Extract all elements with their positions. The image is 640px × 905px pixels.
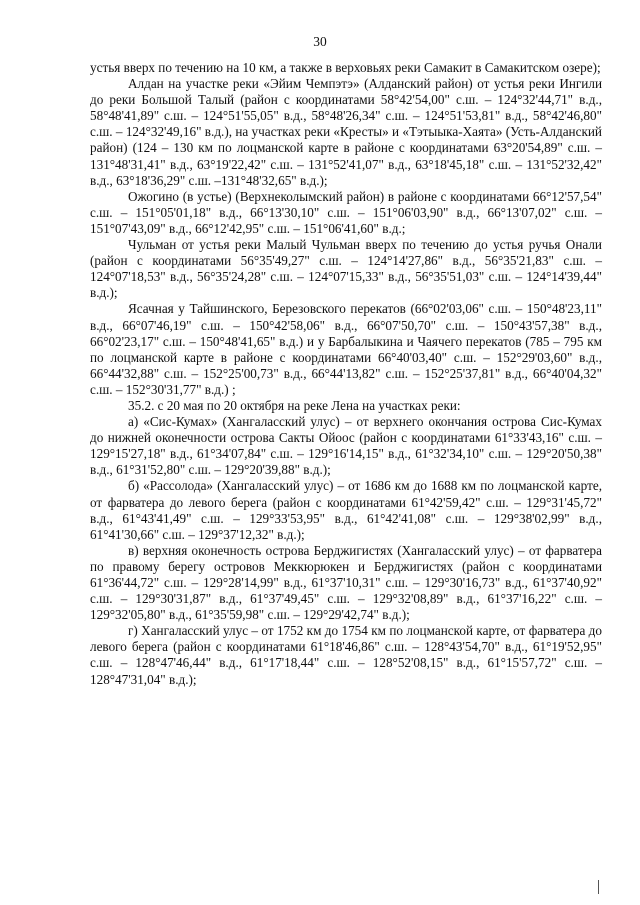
paragraph-item-g: г) Хангаласский улус – от 1752 км до 1754 км по лоцманской карте, от фарватера до левого берега (район с координатами 61°18'46,86" с.ш. – 128°43'54,70" в.д., 61°19'52,95" с.ш. – 128°47'46,44" в.д., 61°17'18,44" с.ш. – 128°52'08,15" в.д., 61°15'57,72" с.ш. – 128°47'31,04" в.д.); bbox=[90, 623, 602, 687]
paragraph-ozhogino: Ожогино (в устье) (Верхнеколымский район) в районе с координатами 66°12'57,54" с.ш. – 151°05'01,18" в.д., 66°13'30,10" с.ш. – 151°06'03,90" в.д., 66°13'07,02" с.ш. – 151°07'43,09" в.д., 66°12'42,95" с.ш. – 151°06'41,60" в.д.; bbox=[90, 188, 602, 236]
page-number: 30 bbox=[313, 34, 327, 49]
scan-mark bbox=[598, 880, 599, 894]
paragraph-item-a: а) «Сис-Кумах» (Хангаласский улус) – от верхнего окончания острова Сис-Кумах до нижней оконечности острова Сакты Ойоос (район с координатами 61°33'43,16" с.ш. – 129°15'27,18" в.д., 61°34'07,84" с.ш. – 129°16'14,15" в.д., 61°32'34,10" с.ш. – 129°20'50,38" в.д., 61°31'52,80" с.ш. – 129°20'39,88" в.д.); bbox=[90, 414, 602, 478]
paragraph-section-35-2: 35.2. с 20 мая по 20 октября на реке Лена на участках реки: bbox=[128, 397, 461, 413]
paragraph-aldan: Алдан на участке реки «Эйим Чемпэтэ» (Алданский район) от устья реки Ингили до реки Большой Талый (район с координатами 58°42'54,00" с.ш. – 124°32'44,71" в.д., 58°48'41,89" с.ш. – 124°51'55,05" в.д., 58°48'26,34" с.ш. – 124°51'53,81" в.д., 58°42'46,80" с.ш. – 124°32'49,16" в.д.), на участках реки «Кресты» и «Тэтыыка-Хаята» (Усть-Алданский район) (124 – 130 км по лоцманской карте в районе с координатами 63°20'54,89" с.ш. – 131°48'31,41" в.д., 63°19'22,42" с.ш. – 131°52'41,07" в.д., 63°18'45,18" с.ш. – 131°52'32,42" в.д., 63°18'36,29" с.ш. –131°48'32,65" в.д.); bbox=[90, 76, 602, 188]
paragraph-samakit-continuation: устья вверх по течению на 10 км, а также в верховьях реки Самакит в Самакитском озере); bbox=[90, 60, 601, 75]
document-body bbox=[90, 60, 602, 688]
paragraph-item-b: б) «Рассолода» (Хангаласский улус) – от 1686 км до 1688 км по лоцманской карте, от фарватера до левого берега (район с координатами 61°42'59,42" с.ш. – 129°31'45,72" в.д., 61°43'41,49" с.ш. – 129°33'53,95" в.д., 61°42'41,08" с.ш. – 129°38'02,99" в.д., 61°41'30,66" с.ш. – 129°37'12,32" в.д.); bbox=[90, 478, 602, 542]
paragraph-item-v: в) верхняя оконечность острова Берджигистях (Хангаласский улус) – от фарватера по правому берегу островов Меккюрюкен и Берджигистях (район с координатами 61°36'44,72" с.ш. – 129°28'14,99" в.д., 61°37'10,31" с.ш. – 129°30'16,73" в.д., 61°37'40,92" с.ш. – 129°30'31,87" в.д., 61°37'49,45" с.ш. – 129°32'08,89" в.д., 61°37'16,22" с.ш. – 129°32'05,80" в.д., 61°35'59,98" с.ш. – 129°29'42,74" в.д.); bbox=[90, 542, 602, 623]
paragraph-yasachnaya: Ясачная у Тайшинского, Березовского перекатов (66°02'03,06" с.ш. – 150°48'23,11" в.д., 66°07'46,19" с.ш. – 150°42'58,06" в.д., 66°07'50,70" с.ш. – 150°43'57,38" в.д., 66°02'23,17" с.ш. – 150°48'41,65" в.д.) и у Барбалыкина и Чаячего перекатов (785 – 795 км по лоцманской карте в районе с координатами 66°40'03,40" с.ш. – 152°29'03,60" в.д., 66°44'32,88" с.ш. – 152°25'00,73" в.д., 66°44'13,82" с.ш. – 152°25'37,81" в.д., 66°40'04,32" с.ш. – 152°30'31,77" в.д.) ; bbox=[90, 301, 602, 397]
paragraph-chulman: Чульман от устья реки Малый Чульман вверх по течению до устья ручья Онали (район с координатами 56°35'49,27" с.ш. – 124°14'27,86" в.д., 56°35'21,83" с.ш. – 124°07'18,53" в.д., 56°35'24,28" с.ш. – 124°07'15,33" в.д., 56°35'51,03" с.ш. – 124°14'39,44" в.д.); bbox=[90, 237, 602, 301]
